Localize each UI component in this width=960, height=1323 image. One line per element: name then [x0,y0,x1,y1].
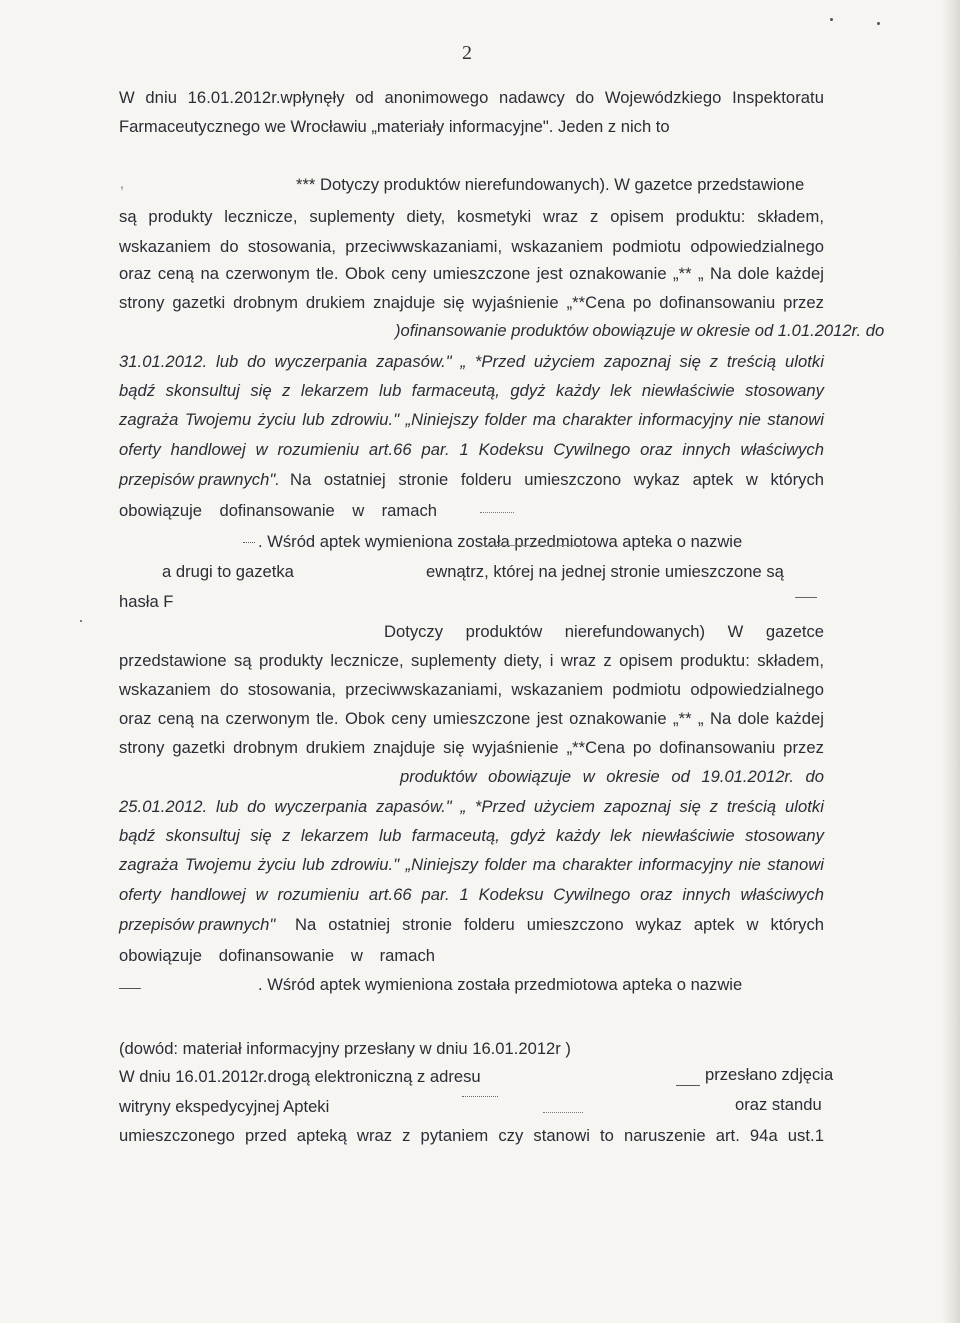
scan-mark [478,545,588,546]
text-line: obowiązuje dofinansowanie w ramach [119,946,435,965]
page-number: 2 [462,42,472,64]
scan-mark [243,542,255,543]
text-line: )ofinansowanie produktów obowiązuje w okresie od 1.01.2012r. do [395,321,885,340]
text-line: oraz standu [735,1095,822,1114]
text-line: oferty handlowej w rozumieniu art.66 par. 1 Kodeksu Cywilnego oraz innych właściwych [119,885,824,904]
text-line: hasła F [119,592,174,611]
text-line: Dotyczy produktów nierefundowanych) W gazetce [384,622,824,641]
text-line: obowiązuje dofinansowanie w ramach [119,501,437,520]
text-line: produktów obowiązuje w okresie od 19.01.2012r. do [400,767,824,786]
scan-mark: , [120,175,124,191]
text-line: bądź skonsultuj się z lekarzem lub farmaceutą, gdyż każdy lek niewłaściwie stosowany [119,381,824,400]
text-line: przedstawione są produkty lecznicze, suplementy diety, i wraz z opisem produktu: składem, [119,651,824,670]
text-line: ewnątrz, której na jednej stronie umieszczone są [426,562,784,581]
scan-mark [119,988,141,989]
scan-mark [462,1096,498,1097]
scan-mark [543,1112,583,1113]
text-line: W dniu 16.01.2012r.wpłynęły od anonimowego nadawcy do Wojewódzkiego Inspektoratu [119,88,824,107]
text-line: wskazaniem do stosowania, przeciwwskazaniami, wskazaniem podmiotu odpowiedzialnego [119,237,824,256]
page-edge-shadow [942,0,960,1323]
text-line: wskazaniem do stosowania, przeciwwskazaniami, wskazaniem podmiotu odpowiedzialnego [119,680,824,699]
text-line: umieszczonego przed apteką wraz z pytaniem czy stanowi to naruszenie art. 94a ust.1 [119,1126,824,1145]
text-line: zagraża Twojemu życiu lub zdrowiu." „Niniejszy folder ma charakter informacyjny nie stanowi [119,855,824,874]
text-line: a drugi to gazetka [162,562,294,581]
scan-mark [480,512,514,513]
text-line: przepisów prawnych". [119,470,280,489]
text-line: Na ostatniej stronie folderu umieszczono wykaz aptek w których [295,915,824,934]
text-line: . Wśród aptek wymieniona została przedmiotowa apteka o nazwie [258,975,743,994]
text-line: są produkty lecznicze, suplementy diety, kosmetyki wraz z opisem produktu: składem, [119,207,824,226]
text-line: oferty handlowej w rozumieniu art.66 par. 1 Kodeksu Cywilnego oraz innych właściwych [119,440,824,459]
text-line: strony gazetki drobnym drukiem znajduje się wyjaśnienie „**Cena po dofinansowaniu przez [119,293,824,312]
text-line: bądź skonsultuj się z lekarzem lub farmaceutą, gdyż każdy lek niewłaściwie stosowany [119,826,824,845]
text-line: 25.01.2012. lub do wyczerpania zapasów." „ *Przed użyciem zapoznaj się z treścią ulotki [119,797,824,816]
text-line: witryny ekspedycyjnej Apteki [119,1097,330,1116]
text-line: oraz ceną na czerwonym tle. Obok ceny umieszczone jest oznakowanie „** „ Na dole każdej [119,709,824,728]
text-line: Farmaceutycznego we Wrocławiu „materiały informacyjne". Jeden z nich to [119,117,670,136]
text-line: W dniu 16.01.2012r.drogą elektroniczną z adresu [119,1067,481,1086]
text-line: 31.01.2012. lub do wyczerpania zapasów." „ *Przed użyciem zapoznaj się z treścią ulotki [119,352,824,371]
scan-dot [80,620,82,622]
text-line: oraz ceną na czerwonym tle. Obok ceny umieszczone jest oznakowanie „** „ Na dole każdej [119,264,824,283]
text-line: strony gazetki drobnym drukiem znajduje się wyjaśnienie „**Cena po dofinansowaniu przez [119,738,824,757]
text-line: (dowód: materiał informacyjny przesłany w dniu 16.01.2012r ) [119,1039,571,1058]
text-line: przesłano zdjęcia [705,1065,834,1084]
scan-dot [877,22,880,25]
scan-mark [676,1085,700,1086]
text-line: zagraża Twojemu życiu lub zdrowiu." „Niniejszy folder ma charakter informacyjny nie stanowi [119,410,824,429]
text-line: . Wśród aptek wymieniona została przedmiotowa apteka o nazwie [258,532,743,551]
scan-mark [795,597,817,598]
text-line: Na ostatniej stronie folderu umieszczono wykaz aptek w których [290,470,824,489]
text-line: *** Dotyczy produktów nierefundowanych). W gazetce przedstawione [296,175,805,194]
scan-dot [830,18,833,21]
text-line: przepisów prawnych" [119,915,276,934]
